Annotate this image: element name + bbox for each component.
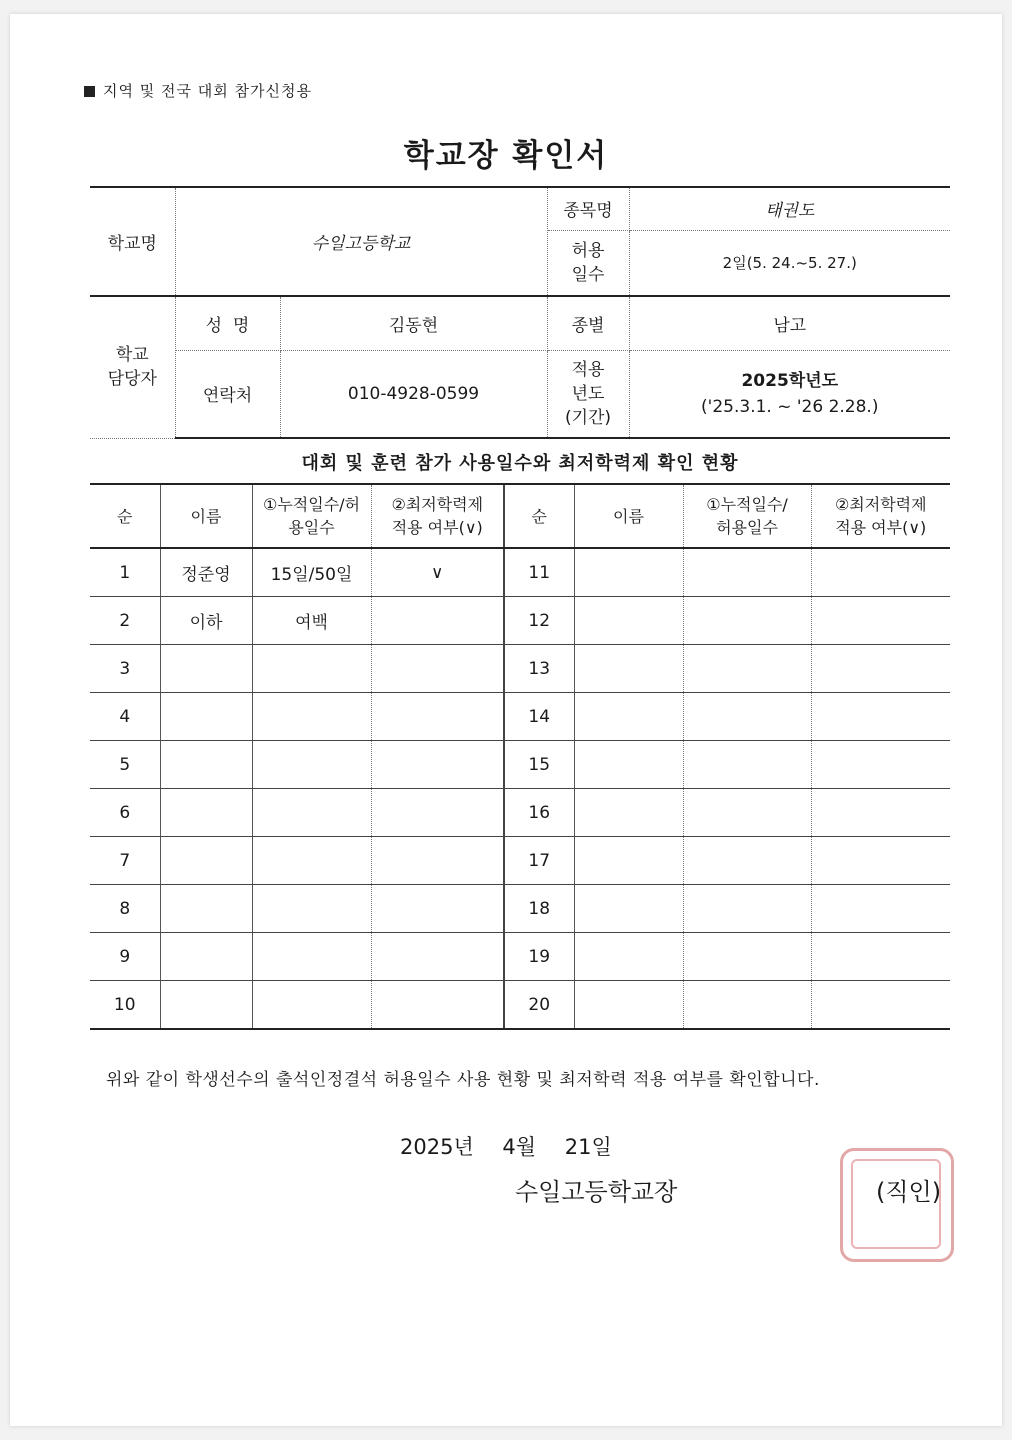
- table-cell-days-r: [683, 548, 811, 597]
- table-cell-no-l: 4: [90, 693, 160, 741]
- table-cell-name-r: [574, 645, 683, 693]
- table-cell-days-l: [252, 645, 371, 693]
- col-days-right: ①누적일수/ 허용일수: [683, 484, 811, 548]
- col-no-right: 순: [504, 484, 574, 548]
- seal-label: (직인): [876, 1178, 942, 1206]
- table-cell-no-r: 12: [504, 597, 574, 645]
- table-cell-min-l: [371, 645, 504, 693]
- table-cell-min-r: [811, 645, 950, 693]
- info-table: [90, 186, 950, 439]
- table-cell-name-l: [160, 645, 252, 693]
- contact-label: 연락처: [175, 350, 280, 438]
- col-days-left: ①누적일수/허 용일수: [252, 484, 371, 548]
- table-cell-days-r: [683, 645, 811, 693]
- table-cell-no-l: 9: [90, 933, 160, 981]
- type-label: 종별: [547, 296, 629, 350]
- apply-year-value: 2025학년도: [741, 370, 839, 391]
- table-row: [90, 789, 950, 837]
- table-cell-min-r: [811, 741, 950, 789]
- sport-label: 종목명: [547, 187, 629, 230]
- table-cell-days-r: [683, 933, 811, 981]
- table-cell-name-l: 정준영: [160, 548, 252, 597]
- table-cell-days-r: [683, 741, 811, 789]
- table-cell-name-r: [574, 933, 683, 981]
- square-bullet-icon: [84, 86, 95, 97]
- table-cell-name-r: [574, 741, 683, 789]
- table-cell-min-l: [371, 981, 504, 1030]
- signer-name: 수일고등학교장: [515, 1178, 678, 1206]
- table-cell-name-r: [574, 837, 683, 885]
- table-cell-name-r: [574, 981, 683, 1030]
- table-cell-min-r: [811, 837, 950, 885]
- table-cell-name-l: [160, 741, 252, 789]
- col-name-left: 이름: [160, 484, 252, 548]
- table-cell-no-r: 19: [504, 933, 574, 981]
- table-cell-no-l: 10: [90, 981, 160, 1030]
- col-no-left: 순: [90, 484, 160, 548]
- allowed-days-label: 허용 일수: [547, 230, 629, 296]
- table-cell-no-l: 1: [90, 548, 160, 597]
- table-cell-days-r: [683, 837, 811, 885]
- table-cell-no-r: 15: [504, 741, 574, 789]
- date-year: 2025년: [400, 1135, 474, 1159]
- table-cell-min-l: ∨: [371, 548, 504, 597]
- table-cell-days-l: [252, 693, 371, 741]
- table-row: [90, 981, 950, 1030]
- table-cell-days-l: [252, 837, 371, 885]
- table-cell-min-r: [811, 885, 950, 933]
- table-cell-no-r: 13: [504, 645, 574, 693]
- table-cell-days-r: [683, 693, 811, 741]
- table-cell-days-l: 15일/50일: [252, 548, 371, 597]
- col-min-left: ②최저학력제 적용 여부(∨): [371, 484, 504, 548]
- table-cell-no-r: 20: [504, 981, 574, 1030]
- table-cell-no-r: 11: [504, 548, 574, 597]
- table-cell-no-l: 3: [90, 645, 160, 693]
- table-cell-no-l: 5: [90, 741, 160, 789]
- table-cell-no-r: 17: [504, 837, 574, 885]
- table-row: [90, 693, 950, 741]
- name-label: 성 명: [175, 296, 280, 350]
- contact-value: 010-4928-0599: [280, 350, 547, 438]
- table-cell-min-r: [811, 789, 950, 837]
- table-cell-no-r: 16: [504, 789, 574, 837]
- header-note-text: 지역 및 전국 대회 참가신청용: [103, 82, 312, 100]
- table-row: [90, 548, 950, 597]
- table-cell-min-l: [371, 693, 504, 741]
- table-cell-name-r: [574, 597, 683, 645]
- table-row: [90, 597, 950, 645]
- table-cell-name-l: [160, 789, 252, 837]
- col-name-right: 이름: [574, 484, 683, 548]
- table-cell-name-l: [160, 885, 252, 933]
- table-row: [90, 885, 950, 933]
- table-cell-days-r: [683, 885, 811, 933]
- table-cell-no-r: 14: [504, 693, 574, 741]
- table-cell-name-r: [574, 693, 683, 741]
- table-cell-name-l: [160, 981, 252, 1030]
- attendance-table: [90, 483, 950, 1030]
- name-value: 김동현: [280, 296, 547, 350]
- manager-label: 학교 담당자: [90, 296, 175, 438]
- table-cell-days-r: [683, 789, 811, 837]
- section-title: 대회 및 훈련 참가 사용일수와 최저학력제 확인 현황: [301, 453, 739, 474]
- apply-year-label: 적용 년도 (기간): [547, 350, 629, 438]
- table-row: [90, 837, 950, 885]
- table-cell-days-r: [683, 597, 811, 645]
- table-cell-days-r: [683, 981, 811, 1030]
- table-cell-days-l: [252, 981, 371, 1030]
- table-cell-no-l: 8: [90, 885, 160, 933]
- table-cell-min-r: [811, 693, 950, 741]
- table-cell-min-l: [371, 885, 504, 933]
- apply-year-period: ('25.3.1. ~ '26 2.28.): [701, 396, 879, 417]
- date-day: 21일: [564, 1135, 612, 1159]
- table-cell-no-l: 2: [90, 597, 160, 645]
- table-cell-no-l: 6: [90, 789, 160, 837]
- table-cell-name-l: 이하: [160, 597, 252, 645]
- header-note: [84, 80, 312, 101]
- type-value: 남고: [629, 296, 950, 350]
- table-cell-name-l: [160, 837, 252, 885]
- table-cell-days-l: 여백: [252, 597, 371, 645]
- table-cell-min-l: [371, 933, 504, 981]
- table-cell-name-r: [574, 885, 683, 933]
- school-label: 학교명: [90, 187, 175, 296]
- table-cell-min-r: [811, 933, 950, 981]
- table-cell-name-l: [160, 693, 252, 741]
- table-cell-name-r: [574, 548, 683, 597]
- apply-year-cell: [629, 350, 950, 438]
- table-cell-days-l: [252, 741, 371, 789]
- confirm-note: 위와 같이 학생선수의 출석인정결석 허용일수 사용 현황 및 최저학력 적용 여부를 확인합니다.: [106, 1070, 820, 1090]
- table-cell-days-l: [252, 933, 371, 981]
- table-cell-no-l: 7: [90, 837, 160, 885]
- table-cell-days-l: [252, 885, 371, 933]
- table-row: [90, 741, 950, 789]
- table-cell-min-l: [371, 741, 504, 789]
- date-month: 4월: [502, 1135, 537, 1159]
- table-row: [90, 933, 950, 981]
- allowed-days-value: 2일(5. 24.~5. 27.): [629, 230, 950, 296]
- table-cell-name-r: [574, 789, 683, 837]
- issue-date: [400, 1131, 634, 1161]
- table-cell-min-r: [811, 981, 950, 1030]
- table-header-row: [90, 484, 950, 548]
- table-cell-min-r: [811, 548, 950, 597]
- document-title: 학교장 확인서: [403, 138, 609, 174]
- col-min-right: ②최저학력제 적용 여부(∨): [811, 484, 950, 548]
- table-cell-min-r: [811, 597, 950, 645]
- table-row: [90, 645, 950, 693]
- sport-value: 태권도: [629, 187, 950, 230]
- table-cell-no-r: 18: [504, 885, 574, 933]
- table-cell-min-l: [371, 789, 504, 837]
- table-cell-name-l: [160, 933, 252, 981]
- school-value: 수일고등학교: [175, 187, 547, 296]
- table-cell-min-l: [371, 837, 504, 885]
- table-cell-days-l: [252, 789, 371, 837]
- table-cell-min-l: [371, 597, 504, 645]
